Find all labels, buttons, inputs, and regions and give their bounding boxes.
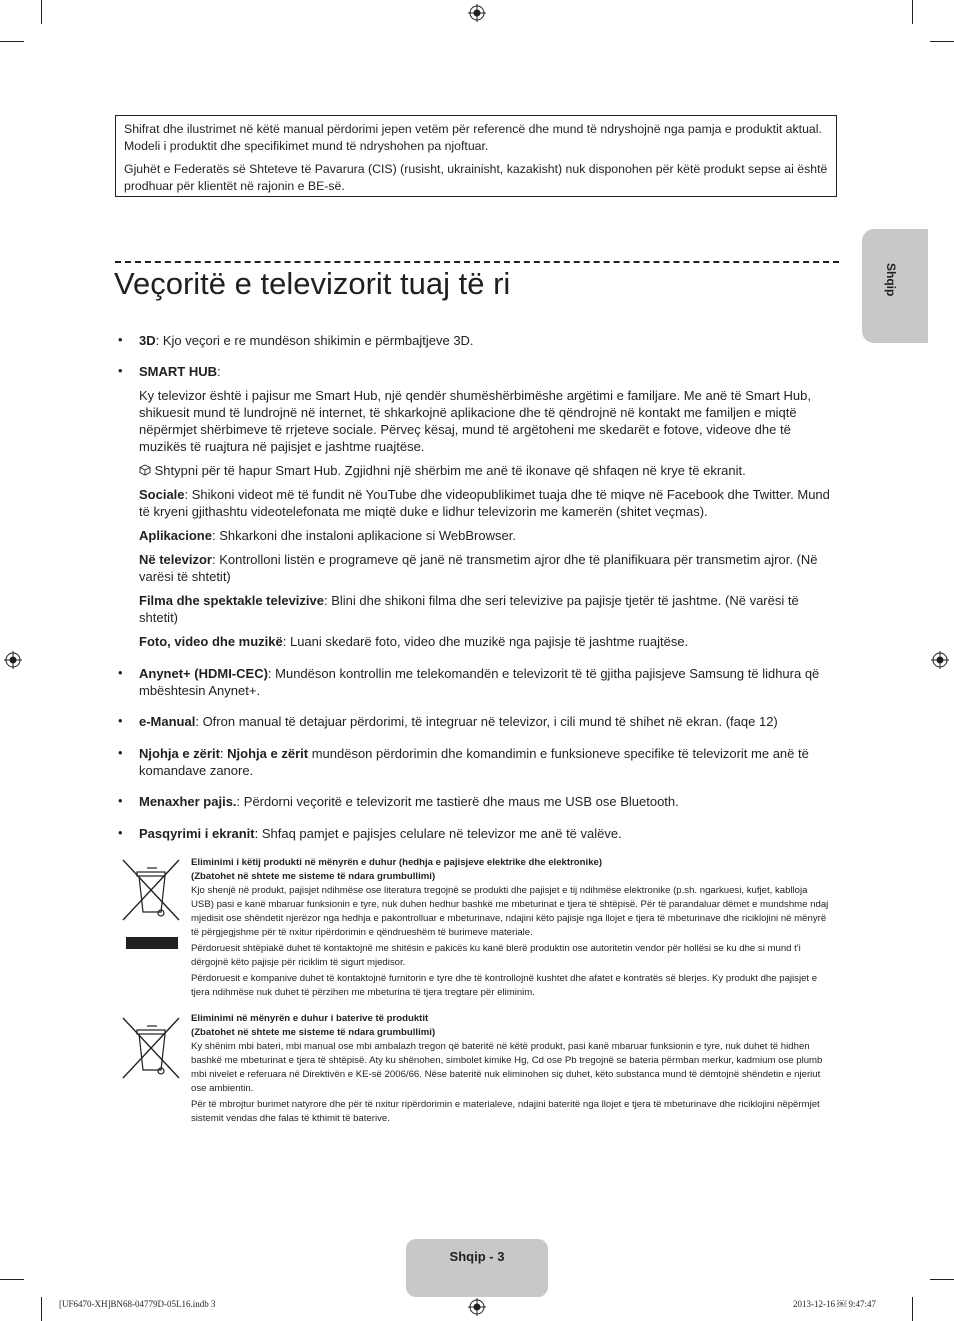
print-slug-right: 2013-12-16 ￼ 9:47:47 <box>793 1299 876 1309</box>
weee-section <box>191 856 831 1000</box>
feature-voice-recognition: Njohja e zërit: Njohja e zërit mundëson përdorimin dhe komandimin e funksioneve specifike të televizorit me anë të komandave zanore. <box>139 746 809 778</box>
crop-mark <box>912 0 913 24</box>
battery-section <box>191 1012 831 1126</box>
crop-mark <box>0 1279 24 1280</box>
battery-paragraph: Për të mbrojtur burimet natyrore dhe për të nxitur ripërdorimin e materialeve, ndajini bateritë nga llojet e tjera të mbeturinave dhe riciklojini nëpërmjet sistemit vendas dhe falas të kthimit të baterive. <box>191 1099 820 1124</box>
smart-hub-open-instruction: Shtypni për të hapur Smart Hub. Zgjidhni një shërbim me anë të ikonave që shfaqen në krye të ekranit. <box>139 462 839 479</box>
crossed-bin-icon <box>121 858 183 952</box>
print-slug-left: [UF6470-XH]BN68-04779D-05L16.indb 3 <box>59 1299 216 1309</box>
disclaimer-box <box>115 115 837 197</box>
bullet: • <box>118 745 123 760</box>
language-side-tab <box>862 229 928 343</box>
registration-mark-icon <box>468 1298 486 1316</box>
smart-hub-filma: Filma dhe spektakle televizive: Blini dhe shikoni filma dhe seri televizive pa pajisje tjetër të jashtme. (Në varësi të shtetit) <box>139 593 799 625</box>
registration-mark-icon <box>4 651 22 669</box>
section-divider <box>115 261 839 263</box>
feature-3d: 3D: Kjo veçori e re mundëson shikimin e përmbajtjeve 3D. <box>139 333 474 348</box>
cis-language-note: Gjuhët e Federatës së Shteteve të Pavarura (CIS) (rusisht, ukrainisht, kazakisht) nuk disponohen për këtë produkt sepse ai është prodhuar për klientët në rajonin e BE-së. <box>124 162 828 193</box>
crop-mark <box>930 1279 954 1280</box>
weee-subheading: (Zbatohet në shtete me sisteme të ndara grumbullimi) <box>191 871 436 882</box>
weee-heading: Eliminimi i këtij produkti në mënyrën e duhur (hedhja e pajisjeve elektrike dhe elektronike) <box>191 857 603 868</box>
weee-paragraph: Përdoruesit e kompanive duhet të kontaktojnë furnitorin e tyre dhe të kontrollojnë kushtet dhe afatet e kontratës së blerjes. Ky produkt dhe pajisjet e tjera ndihmëse nuk duhet të përzihen me mbeturina të tjera tregtare për eliminim. <box>191 973 818 998</box>
crop-mark <box>912 1297 913 1321</box>
smart-hub-sociale: Sociale: Shikoni videot më të fundit në YouTube dhe videopublikimet tuaja dhe të miqve në Facebook dhe Twitter. Mund të kryeni gjithashtu videotelefonata me miqtë duke e lidhur televizorin me kamerën (shitet veçmas). <box>139 487 830 519</box>
bullet: • <box>118 363 123 378</box>
feature-device-manager: Menaxher pajis.: Përdorni veçoritë e televizorit me tastierë dhe maus me USB ose Bluetooth. <box>139 794 679 809</box>
feature-e-manual: e-Manual: Ofron manual të detajuar përdorimi, të integruar në televizor, i cili mund të shihet në ekran. (faqe 12) <box>139 714 778 729</box>
bullet: • <box>118 825 123 840</box>
page-number-tab <box>406 1239 548 1297</box>
registration-mark-icon <box>931 651 949 669</box>
page-title: Veçoritë e televizorit tuaj të ri <box>114 266 511 301</box>
smart-hub-description: Ky televizor është i pajisur me Smart Hub, një qendër shumëshërbimëshe argëtimi e familjare. Me anë të Smart Hub, shikuesit mund të lundrojnë në internet, të shkarkojnë aplikacione dhe të qëndrojnë në kontakt me familjen e miqtë nëpërmjet shërbimeve të rrjeteve sociale. Përveç kësaj, mund të argëtoheni me skedarët e fotove, videove dhe të muzikës të ruajtura në pajisjet e jashtme ruajtëse. <box>139 388 811 454</box>
smart-hub-aplikacione: Aplikacione: Shkarkoni dhe instaloni aplikacione si WebBrowser. <box>139 528 516 543</box>
bullet: • <box>118 793 123 808</box>
crop-mark <box>41 1297 42 1321</box>
feature-anynet: Anynet+ (HDMI-CEC): Mundëson kontrollin me telekomandën e televizorit të të gjitha pajisjeve Samsung të lidhura që mbështesin Anynet+. <box>139 666 820 698</box>
crossed-bin-icon <box>121 1016 183 1080</box>
bullet: • <box>118 713 123 728</box>
feature-screen-mirroring: Pasqyrimi i ekranit: Shfaq pamjet e pajisjes celulare në televizor me anë të valëve. <box>139 826 622 841</box>
battery-subheading: (Zbatohet në shtete me sisteme të ndara grumbullimi) <box>191 1027 436 1038</box>
bullet: • <box>118 665 123 680</box>
weee-paragraph: Kjo shenjë në produkt, pajisjet ndihmëse ose literatura tregojnë se produkti dhe pajisjet e tij ndihmëse elektronike (p.sh. ngarkuesi, kufjet, kablloja USB) pasi e kanë mbaruar funksionin e tyre, nuk duhen hedhur bashkë me mbeturinat e tjera të shtëpisë. Për të parandaluar dëmet e mundshme ndaj mjedisit ose shëndetit njerëzor nga hedhja e pakontrolluar e mbeturinave, ndajini këto pajisje nga llojet e tjera të mbeturinave dhe riciklojini në mënyrë të përgjegjshme për të nxitur ripërdorimin e qëndrueshëm të burimeve materiale. <box>191 885 829 938</box>
weee-paragraph: Përdoruesit shtëpiakë duhet të kontaktojnë me shitësin e pakicës ku kanë blerë produktin ose autoritetin vendor për hollësi se ku dhe si mund t'i dërgojnë këto pajisje për riciklim të sigurt mjedisor. <box>191 943 801 968</box>
crop-mark <box>930 41 954 42</box>
smart-hub-ne-televizor: Në televizor: Kontrolloni listën e programeve që janë në transmetim ajror dhe të planifikuara për transmetim ajror. (Në varësi të shtetit) <box>139 552 818 584</box>
page-number: Shqip - 3 <box>449 1249 505 1264</box>
bullet: • <box>118 332 123 347</box>
disclaimer-text: Shifrat dhe ilustrimet në këtë manual përdorimi jepen vetëm për referencë dhe mund të ndryshojnë nga pamja e produktit aktual. Modeli i produktit dhe specifikimet mund të ndryshohen pa njoftuar. <box>124 122 822 153</box>
crop-mark <box>0 41 24 42</box>
registration-mark-icon <box>468 4 486 22</box>
battery-paragraph: Ky shënim mbi bateri, mbi manual ose mbi ambalazh tregon që bateritë në këtë produkt, pasi kanë mbaruar funksionin e tyre, nuk duhet të hidhen bashkë me mbeturinat e tjera të shtëpisë. Aty ku shënohen, simbolet kimike Hg, Cd ose Pb tregojnë se bateria përmban merkur, kadmium ose plumb mbi nivelet e referuara në Direktivën e KE-së 2006/66. Nëse bateritë nuk eliminohen siç duhet, këto substanca mund të dëmtojnë shëndetin e njeriut ose ambientin. <box>191 1041 823 1094</box>
language-side-tab-label: Shqip <box>884 263 898 297</box>
battery-heading: Eliminimi në mënyrën e duhur i baterive të produktit <box>191 1013 429 1024</box>
crop-mark <box>41 0 42 24</box>
feature-smart-hub: SMART HUB: <box>139 364 221 379</box>
smart-hub-foto-video-muzike: Foto, video dhe muzikë: Luani skedarë foto, video dhe muzikë nga pajisje të jashtme ruajtëse. <box>139 634 689 649</box>
smart-hub-icon <box>139 464 151 476</box>
